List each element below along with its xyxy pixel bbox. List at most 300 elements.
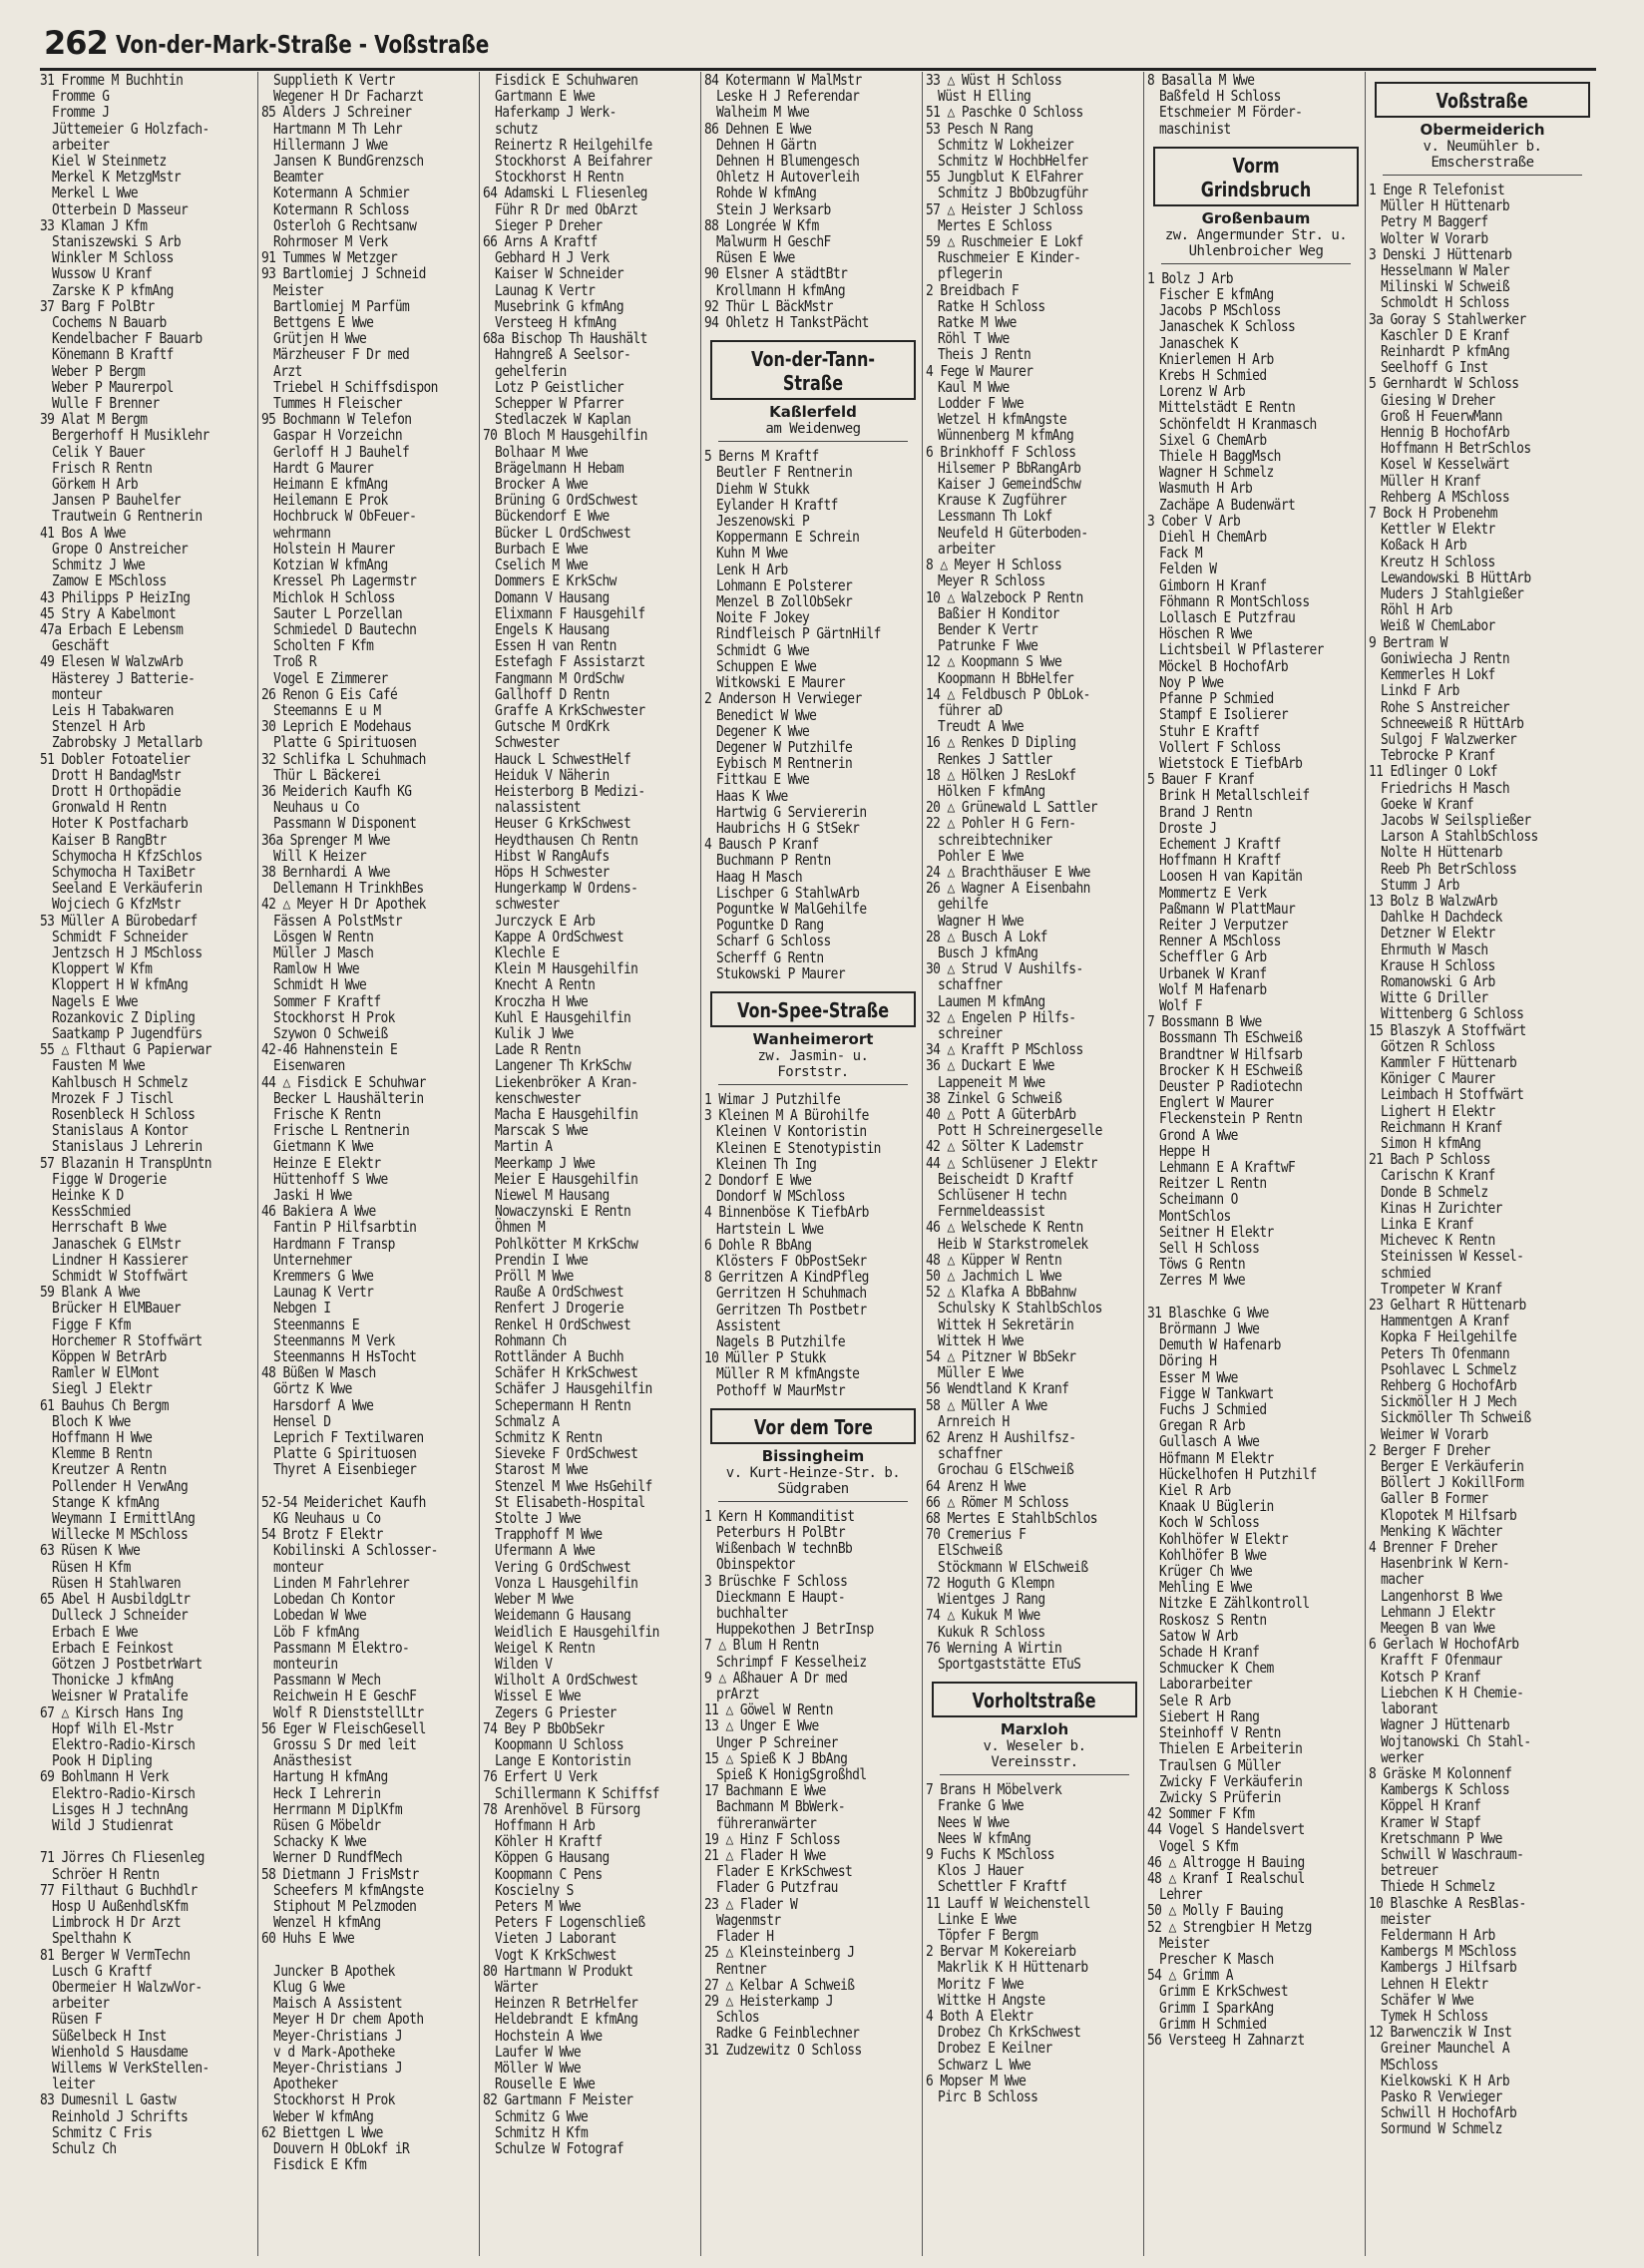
listing-line: 62 Biettgen L Wwe xyxy=(261,2122,383,2141)
listing-line: 81 Berger W VermTechn xyxy=(40,1945,191,1964)
listing-line: Lodder F Wwe xyxy=(938,394,1025,413)
listing-line: Schwester xyxy=(495,733,560,752)
listing-line: Sulgoj F Walzwerker xyxy=(1381,729,1517,748)
listing-line: Heib W Starkstromelek xyxy=(938,1234,1088,1253)
listing-line: Grond A Wwe xyxy=(1159,1125,1238,1144)
listing-line: Zerres M Wwe xyxy=(1159,1271,1246,1290)
listing-line: 29 △ Heisterkamp J xyxy=(704,1991,833,2010)
listing-line: Köhler H Kraftf xyxy=(495,1832,603,1851)
listing-line: 88 Longrée W Kfm xyxy=(704,215,819,234)
listing-line: Hoffmann H Kraftf xyxy=(1159,851,1281,870)
listing-line: Spelthahn K xyxy=(52,1929,131,1948)
listing-line: Heinze E Elektr xyxy=(273,1153,381,1172)
listing-line: Psohlavec L Schmelz xyxy=(1381,1359,1517,1378)
listing-line: 6 Dohle R BbAng xyxy=(704,1235,812,1254)
listing-line: Unger P Schreiner xyxy=(716,1732,838,1751)
listing-line: Brandtner W Hilfsarb xyxy=(1159,1044,1303,1063)
listing-line: Schade H Kranf xyxy=(1159,1643,1260,1662)
listing-line: Janaschek K Schloss xyxy=(1159,317,1296,336)
listing-line: Koscielny S xyxy=(495,1880,574,1899)
listing-line: Pohlkötter M KrkSchw xyxy=(495,1234,638,1253)
page-number: 262 xyxy=(44,24,108,62)
listing-line: Trapphoff M Wwe xyxy=(495,1525,603,1544)
listing-line: Kiel W Steinmetz xyxy=(52,152,167,171)
listing-line: Schmidt F Schneider xyxy=(52,927,189,945)
listing-line: Scheefers M kfmAngste xyxy=(273,1880,424,1899)
listing-line: Hoffmann H BetrSchlos xyxy=(1381,439,1531,458)
listing-line: Muders J Stahlgießer xyxy=(1381,584,1524,603)
listing-line: 60 Huhs E Wwe xyxy=(261,1929,355,1948)
listing-line: Vieten J Laborant xyxy=(495,1929,616,1948)
listing-line: Brägelmann H Hebam xyxy=(495,458,624,477)
listing-line: 21 Bach P Schloss xyxy=(1369,1150,1490,1169)
listing-line: 23 Gelhart R Hüttenarb xyxy=(1369,1296,1526,1315)
listing-line: Heinzen R BetrHelfer xyxy=(495,1994,638,2013)
listing-line: Deuster P Radiotechn xyxy=(1159,1076,1303,1095)
listing-line: Huppekothen J BetrInsp xyxy=(716,1620,874,1639)
listing-line: Engels K Hausang xyxy=(495,619,610,638)
listing-line: Stöckmann W ElSchweiß xyxy=(938,1557,1088,1576)
listing-line: Kaschler D E Kranf xyxy=(1381,325,1510,344)
listing-line: 5 Berns M Kraftf xyxy=(704,447,819,466)
listing-line: Thielen E Arbeiterin xyxy=(1159,1739,1303,1758)
listing-line: 30 Leprich E Modehaus xyxy=(261,717,412,736)
listing-line: Lade R Rentn xyxy=(495,1040,582,1059)
listing-line: Hahngreß A Seelsor- xyxy=(495,345,631,364)
listing-line: Schäfer J Hausgehilfin xyxy=(495,1379,652,1398)
listing-line: laborant xyxy=(1381,1700,1438,1718)
listing-line: Jansen P Bauhelfer xyxy=(52,491,182,510)
listing-line: Reinhardt P kfmAng xyxy=(1381,342,1510,361)
listing-line: Tymek H Schloss xyxy=(1381,2006,1488,2025)
listing-line: Walheim M Wwe xyxy=(716,103,810,122)
listing-line: 53 Pesch N Rang xyxy=(926,119,1033,138)
listing-line: Leis H Tabakwaren xyxy=(52,700,174,719)
listing-line: Heisterborg B Medizi- xyxy=(495,781,645,800)
listing-line: 8 Gräske M Kolonnenf xyxy=(1369,1763,1512,1782)
listing-line: Graffe A KrkSchwester xyxy=(495,700,645,719)
listing-line: Vollert F Schloss xyxy=(1159,737,1281,756)
listing-line: Kreutz H Schloss xyxy=(1381,552,1495,570)
listing-line: Hennig B HochofArb xyxy=(1381,423,1510,442)
listing-line: Heldebrandt E kfmAng xyxy=(495,2010,638,2029)
listing-line: Gutsche M OrdKrk xyxy=(495,717,610,736)
listing-line: Gregan R Arb xyxy=(1159,1416,1246,1435)
listing-line: Brücker H ElMBauer xyxy=(52,1299,182,1318)
listing-line: Wünnenberg M kfmAng xyxy=(938,426,1074,445)
listing-line: Buchmann P Rentn xyxy=(716,851,831,870)
listing-line: arbeiter xyxy=(938,539,996,558)
listing-line: Leprich F Textilwaren xyxy=(273,1428,424,1447)
listing-line: Krüger Ch Wwe xyxy=(1159,1562,1253,1581)
listing-line: Krause K Zugführer xyxy=(938,491,1067,510)
listing-line: Schäfer W Wwe xyxy=(1381,1990,1474,2009)
listing-line: 94 Ohletz H TankstPächt xyxy=(704,313,869,332)
listing-line: Koch W Schloss xyxy=(1159,1513,1260,1532)
listing-line: MSchloss xyxy=(1381,2055,1438,2074)
listing-line: 9 Bertram W xyxy=(1369,632,1447,651)
listing-line: Müller E Wwe xyxy=(938,1363,1025,1382)
listing-line: Reinhold J Schrifts xyxy=(52,2106,189,2125)
listing-line: Grope O Anstreicher xyxy=(52,539,189,558)
district-name: Wanheimerort xyxy=(752,1029,874,1048)
listing-line: Schmitz G Wwe xyxy=(495,2106,589,2125)
listing-line: Wojtanowski Ch Stahl- xyxy=(1381,1731,1531,1750)
listing-line: Bachmann M BbWerk- xyxy=(716,1797,846,1816)
listing-line: Schulze W Fotograf xyxy=(495,2139,624,2157)
listing-line: Schmitz J BbObzugführ xyxy=(938,184,1088,202)
listing-line: Macha E Hausgehilfin xyxy=(495,1105,638,1123)
listing-line: Carischn K Kranf xyxy=(1381,1166,1495,1185)
listing-line: arbeiter xyxy=(52,1994,110,2013)
listing-line: KessSchmied xyxy=(52,1202,131,1221)
listing-line: Janaschek K xyxy=(1159,333,1238,352)
listing-line: 54 △ Pitzner W BbSekr xyxy=(926,1347,1076,1366)
listing-line: Lighert H Elektr xyxy=(1381,1101,1495,1120)
listing-line: Wolf R DienststellLtr xyxy=(273,1702,424,1721)
listing-line: 55 Jungblut K ElFahrer xyxy=(926,168,1083,187)
listing-line: Sickmöller H J Mech xyxy=(1381,1392,1517,1411)
listing-line: Hoffmann H Wwe xyxy=(52,1428,153,1447)
listing-line: Greiner Maunchel A xyxy=(1381,2039,1510,2058)
listing-line: 62 Arenz H Aushilfsz- xyxy=(926,1428,1076,1447)
listing-line: Grossu S Dr med leit xyxy=(273,1734,417,1753)
listing-line: Linke E Wwe xyxy=(938,1909,1017,1928)
listing-line: Hungerkamp W Ordens- xyxy=(495,879,638,898)
listing-line: Süßelbeck H Inst xyxy=(52,2026,167,2045)
listing-line: 37 Barg F PolBtr xyxy=(40,296,155,315)
listing-line: ElSchweiß xyxy=(938,1541,1003,1560)
listing-line: 69 Bohlmann H Verk xyxy=(40,1767,169,1786)
listing-line: Schlos xyxy=(716,2008,760,2027)
listing-line: Kloppert H W kfmAng xyxy=(52,975,189,994)
listing-line: Kemmerles H Lokf xyxy=(1381,665,1495,684)
listing-line: Rozankovic Z Dipling xyxy=(52,1007,196,1026)
listing-line: Nolte H Hüttenarb xyxy=(1381,843,1502,862)
listing-line: 64 Adamski L Fliesenleg xyxy=(483,184,647,202)
listing-line: Rüsen F xyxy=(52,2010,103,2029)
listing-line: Schmiedel D Bautechn xyxy=(273,619,417,638)
listing-line: Domann V Hausang xyxy=(495,587,610,606)
listing-line: Anästhesist xyxy=(273,1751,352,1770)
listing-line: Passmann M Elektro- xyxy=(273,1638,410,1657)
listing-line: 7 Bossmann B Wwe xyxy=(1147,1012,1262,1031)
listing-line: Fangmann M OrdSchw xyxy=(495,668,624,687)
street-heading xyxy=(1153,147,1359,206)
listing-line: Nebgen I xyxy=(273,1299,331,1318)
listing-line: Höps H Schwester xyxy=(495,862,610,881)
listing-line: Schmucker K Chem xyxy=(1159,1659,1274,1678)
listing-line: Maisch A Assistent xyxy=(273,1994,403,2013)
listing-line: Werner D RundfMech xyxy=(273,1848,403,1867)
listing-line: Drobez E Keilner xyxy=(938,2039,1052,2058)
listing-line: 23 △ Flader W xyxy=(704,1894,798,1913)
listing-line: Thonicke J kfmAng xyxy=(52,1671,174,1690)
listing-line: Lehmann E A KraftwF xyxy=(1159,1157,1296,1176)
listing-line xyxy=(261,1478,448,1494)
listing-line: Romanowski G Arb xyxy=(1381,971,1495,990)
listing-line: Spieß K HonigSgroßhdl xyxy=(716,1765,867,1784)
listing-line: Pook H Dipling xyxy=(52,1751,153,1770)
listing-line: Bücker L OrdSchwest xyxy=(495,523,631,542)
district-info xyxy=(1383,122,1582,176)
listing-line: Hartung H kfmAng xyxy=(273,1767,388,1786)
listing-line: 44 △ Fisdick E Schuhwar xyxy=(261,1072,426,1091)
listing-line: Frische L Rentnerin xyxy=(273,1121,410,1140)
listing-line: Scheffler G Arb xyxy=(1159,947,1267,966)
listing-line: 53 Müller A Bürobedarf xyxy=(40,911,198,930)
listing-line: Pasko R Verwieger xyxy=(1381,2086,1502,2105)
listing-line: Stukowski P Maurer xyxy=(716,963,846,982)
listing-line: Kaiser B RangBtr xyxy=(52,830,167,849)
listing-line: Haas K Wwe xyxy=(716,786,788,805)
listing-line: Eybisch M Rentnerin xyxy=(716,754,853,773)
listing-line: Sele R Arb xyxy=(1159,1691,1231,1709)
listing-line: Cselich M Wwe xyxy=(495,556,589,574)
column-7 xyxy=(1369,72,1596,2256)
listing-line: Thyret A Eisenbieger xyxy=(273,1460,417,1479)
listing-line: Launag K Vertr xyxy=(495,280,596,299)
street-name: Voßstraße xyxy=(1436,89,1529,113)
listing-line: 80 Hartmann W Produkt xyxy=(483,1961,633,1980)
listing-line: KG Neuhaus u Co xyxy=(273,1509,381,1528)
listing-line: Töws G Rentn xyxy=(1159,1255,1246,1274)
listing-line: Gebhard H J Verk xyxy=(495,248,610,267)
listing-line: Kukuk R Schloss xyxy=(938,1622,1045,1641)
listing-line: Troß R xyxy=(273,652,317,671)
listing-line: Fuchs J Schmied xyxy=(1159,1400,1267,1419)
listing-line: Leimbach H Stoffwärt xyxy=(1381,1085,1524,1104)
listing-line: Elektro-Radio-Kirsch xyxy=(52,1734,196,1753)
listing-line: 21 △ Flader H Wwe xyxy=(704,1846,826,1865)
listing-line: 84 Kotermann W MalMstr xyxy=(704,72,862,89)
listing-line: Steinissen W Kessel- xyxy=(1381,1247,1524,1266)
listing-line: Wolf M Hafenarb xyxy=(1159,979,1267,998)
listing-line: 11 Lauff W Weichenstell xyxy=(926,1893,1090,1912)
listing-line: Gartmann E Wwe xyxy=(495,87,596,106)
listing-line: 54 △ Grimm A xyxy=(1147,1966,1233,1985)
listing-line: Grimm E KrkSchwest xyxy=(1159,1982,1289,2001)
listing-line: Harsdorf A Wwe xyxy=(273,1395,374,1414)
listing-line: Steemanns E u M xyxy=(273,700,381,719)
page-title: Von-der-Mark-Straße - Voßstraße xyxy=(116,30,490,59)
listing-line: Höschen R Wwe xyxy=(1159,624,1253,643)
listing-line: Sportgaststätte ETuS xyxy=(938,1654,1081,1673)
column-4 xyxy=(704,72,923,2256)
listing-line: Meister xyxy=(273,280,324,299)
listing-line: Koopmann H BbHelfer xyxy=(938,668,1074,687)
listing-line: Echement J Kraftf xyxy=(1159,834,1281,853)
listing-line: Zegers G Priester xyxy=(495,1702,616,1721)
listing-line: 44 Vogel S Handelsvert xyxy=(1147,1820,1305,1839)
listing-line: Rüsen H Kfm xyxy=(52,1557,131,1576)
listing-line: 8 Gerritzen A KindPfleg xyxy=(704,1268,869,1287)
listing-line: 38 Zinkel G Schweiß xyxy=(926,1088,1062,1107)
listing-line: Tummes H Fleischer xyxy=(273,394,403,413)
listing-line: Schuppen E Wwe xyxy=(716,656,817,675)
listing-line: Drott H BandagMstr xyxy=(52,765,182,784)
listing-line: Treudt A Wwe xyxy=(938,717,1025,736)
listing-line: Hasenbrink W Kern- xyxy=(1381,1554,1510,1573)
listing-line: Kremmers G Wwe xyxy=(273,1267,374,1286)
listing-line: Fromme G xyxy=(52,87,110,106)
listing-line: Kloppert W Kfm xyxy=(52,959,153,978)
listing-line: 65 Abel H AusbildgLtr xyxy=(40,1590,191,1609)
listing-line: Patrunke F Wwe xyxy=(938,636,1038,655)
listing-line: Fleckenstein P Rentn xyxy=(1159,1109,1303,1128)
listing-line: 17 Bachmann E Wwe xyxy=(704,1781,826,1800)
listing-line: Schmitz W HochbHelfer xyxy=(938,152,1088,171)
listing-line: Witte G Driller xyxy=(1381,988,1488,1007)
listing-line: Hochstein A Wwe xyxy=(495,2026,603,2045)
listing-line: Klopotek M Hilfsarb xyxy=(1381,1505,1517,1524)
listing-line: Weber M Wwe xyxy=(495,1590,574,1609)
listing-line: Felden W xyxy=(1159,560,1217,578)
listing-line: Hochbruck W ObFeuer- xyxy=(273,507,417,526)
listing-line: 92 Thür L BäckMstr xyxy=(704,296,833,315)
listing-line: Bolhaar M Wwe xyxy=(495,442,589,461)
district-name: Kaßlerfeld xyxy=(769,403,857,422)
listing-line: Holstein H Maurer xyxy=(273,539,395,558)
listing-line: Michevec K Rentn xyxy=(1381,1231,1495,1250)
listing-line: Knierlemen H Arb xyxy=(1159,349,1274,368)
listing-line: Hartstein L Wwe xyxy=(716,1219,824,1238)
listing-line: Arnreich H xyxy=(938,1411,1010,1430)
listing-line: 3 Denski J Hüttenarb xyxy=(1369,244,1512,263)
listing-line: Liebchen K H Chemie- xyxy=(1381,1683,1524,1701)
listing-line: Friedrichs H Masch xyxy=(1381,778,1510,797)
listing-line: Beutler F Rentnerin xyxy=(716,463,853,482)
listing-line: Schepper W Pfarrer xyxy=(495,394,624,413)
listing-line: Renfert J Drogerie xyxy=(495,1299,624,1318)
listing-line: 40 △ Pott A GüterbArb xyxy=(926,1105,1076,1123)
listing-line: Wißenbach W technBb xyxy=(716,1539,853,1558)
listing-line: 56 Wendtland K Kranf xyxy=(926,1379,1069,1398)
listing-line: Reeb Ph BetrSchloss xyxy=(1381,859,1517,878)
column-3 xyxy=(483,72,701,2256)
listing-line: Zarske K P kfmAng xyxy=(52,280,174,299)
listing-line: Ratke M Wwe xyxy=(938,313,1017,332)
listing-line: Müller H Kranf xyxy=(1381,471,1481,490)
listing-line: Menzel B ZollObSekr xyxy=(716,592,853,611)
listing-line: 46 △ Altrogge H Bauing xyxy=(1147,1852,1305,1871)
listing-line: Neufeld H Güterboden- xyxy=(938,523,1088,542)
listing-line: 22 △ Pohler H G Fern- xyxy=(926,814,1076,833)
listing-line: 7 △ Blum H Rentn xyxy=(704,1636,819,1655)
listing-line: Brocker K H ESchweiß xyxy=(1159,1060,1303,1079)
listing-line: Brand J Rentn xyxy=(1159,802,1253,821)
listing-line: 44 △ Schlüsener J Elektr xyxy=(926,1153,1097,1172)
listing-line: Estefagh F Assistarzt xyxy=(495,652,645,671)
listing-line: Petry M Baggerf xyxy=(1381,212,1488,231)
listing-line: Hückelhofen H Putzhilf xyxy=(1159,1464,1317,1483)
listing-line: wehrmann xyxy=(273,523,331,542)
listing-line: 11 △ Göwel W Rentn xyxy=(704,1701,833,1719)
listing-line: Kotermann R Schloss xyxy=(273,199,410,218)
listing-line: führer aD xyxy=(938,700,1003,719)
listing-line: buchhalter xyxy=(716,1604,788,1623)
listing-line: Laborarbeiter xyxy=(1159,1675,1253,1694)
listing-line: 31 Fromme M Buchhtin xyxy=(40,72,184,89)
listing-line: Zamow E MSchloss xyxy=(52,571,167,590)
listing-line: Siebert H Rang xyxy=(1159,1706,1260,1725)
listing-line: Bartlomiej M Parfüm xyxy=(273,296,410,315)
listing-line: schaffner xyxy=(938,1444,1003,1463)
listing-line: Haferkamp J Werk- xyxy=(495,103,616,122)
listing-line: schaffner xyxy=(938,975,1003,994)
listing-line: 34 △ Krafft P MSchloss xyxy=(926,1040,1083,1059)
listing-line: Vogel S Kfm xyxy=(1159,1836,1238,1855)
listing-line: Kambergs K Schloss xyxy=(1381,1780,1510,1799)
listing-line: Nagels B Putzhilfe xyxy=(716,1332,846,1350)
listing-line: Essen H van Rentn xyxy=(495,636,616,655)
listing-line: 46 Bakiera A Wwe xyxy=(261,1202,376,1221)
listing-line xyxy=(1147,1289,1334,1305)
listing-line: 68 Mertes E StahlbSchlos xyxy=(926,1509,1097,1528)
listing-line: Dieckmann E Haupt- xyxy=(716,1587,846,1606)
listing-line: Weber W kfmAng xyxy=(273,2106,374,2125)
listing-line: 28 △ Busch A Lokf xyxy=(926,927,1047,945)
listing-line: Rottländer A Buchh xyxy=(495,1347,624,1366)
listing-line: Figge W Tankwart xyxy=(1159,1383,1274,1402)
street-range: v. Kurt-Heinze-Str. b. xyxy=(725,1464,901,1481)
listing-line: Gietmann K Wwe xyxy=(273,1137,374,1156)
listing-line: Meister xyxy=(1159,1933,1210,1952)
listing-line: monteur xyxy=(273,1557,324,1576)
listing-line: Simon H kfmAng xyxy=(1381,1133,1481,1152)
listing-line: Kleinen Th Ing xyxy=(716,1154,817,1173)
listing-line: Kreutzer A Rentn xyxy=(52,1460,167,1479)
listing-line: 56 Eger W FleischGesell xyxy=(261,1718,426,1737)
listing-line: Esser M Wwe xyxy=(1159,1367,1238,1386)
listing-line: führeranwärter xyxy=(716,1813,817,1832)
listing-line: Droste J xyxy=(1159,818,1217,837)
listing-line: Loosen H van Kapitän xyxy=(1159,867,1303,886)
listing-line: Kielkowski K H Arb xyxy=(1381,2071,1510,2089)
district-name: Großenbaum xyxy=(1201,208,1311,227)
listing-line: 45 Stry A Kabelmont xyxy=(40,603,177,622)
listing-line: 77 Filthaut G Buchhdlr xyxy=(40,1880,198,1899)
listing-line: Klos J Hauer xyxy=(938,1861,1025,1880)
listing-line: Winkler M Schloss xyxy=(52,248,174,267)
listing-line: Krebs H Schmied xyxy=(1159,366,1267,385)
column-1 xyxy=(40,72,258,2256)
listing-line: Koopmann C Pens xyxy=(495,1864,603,1883)
listing-line: Koopmann U Schloss xyxy=(495,1734,624,1753)
listing-line: 91 Tummes W Metzger xyxy=(261,248,398,267)
listing-line: Malwurm H GeschF xyxy=(716,232,831,251)
listing-line: 52 △ Strengbier H Metzg xyxy=(1147,1917,1312,1936)
listing-line: Willems W VerkStellen- xyxy=(52,2058,209,2077)
listing-line: St Elisabeth-Hospital xyxy=(495,1492,645,1511)
listing-line: 83 Dumesnil L Gastw xyxy=(40,2090,177,2109)
listing-line: Ehrmuth W Masch xyxy=(1381,940,1488,958)
listing-line: Grimm I SparkAng xyxy=(1159,1998,1274,2017)
listing-line: Cochems N Bauarb xyxy=(52,313,167,332)
street-heading xyxy=(932,1682,1137,1717)
listing-line: 5 Gernhardt W Schloss xyxy=(1369,374,1519,393)
listing-line: Lindner H Kassierer xyxy=(52,1250,189,1269)
listing-line: gehelferin xyxy=(495,361,567,380)
listing-line: 57 △ Heister J Schloss xyxy=(926,199,1083,218)
listing-line: Pollender H VerwAng xyxy=(52,1476,189,1495)
listing-line: Merkel K MetzgMstr xyxy=(52,168,182,187)
listing-line: Kahlbusch H Schmelz xyxy=(52,1072,189,1091)
listing-line: 70 Cremerius F xyxy=(926,1525,1027,1544)
listing-line: Fischer E kfmAng xyxy=(1159,285,1274,304)
listing-line: Scheimann O xyxy=(1159,1190,1238,1209)
listing-line: Stumm J Arb xyxy=(1381,875,1459,894)
